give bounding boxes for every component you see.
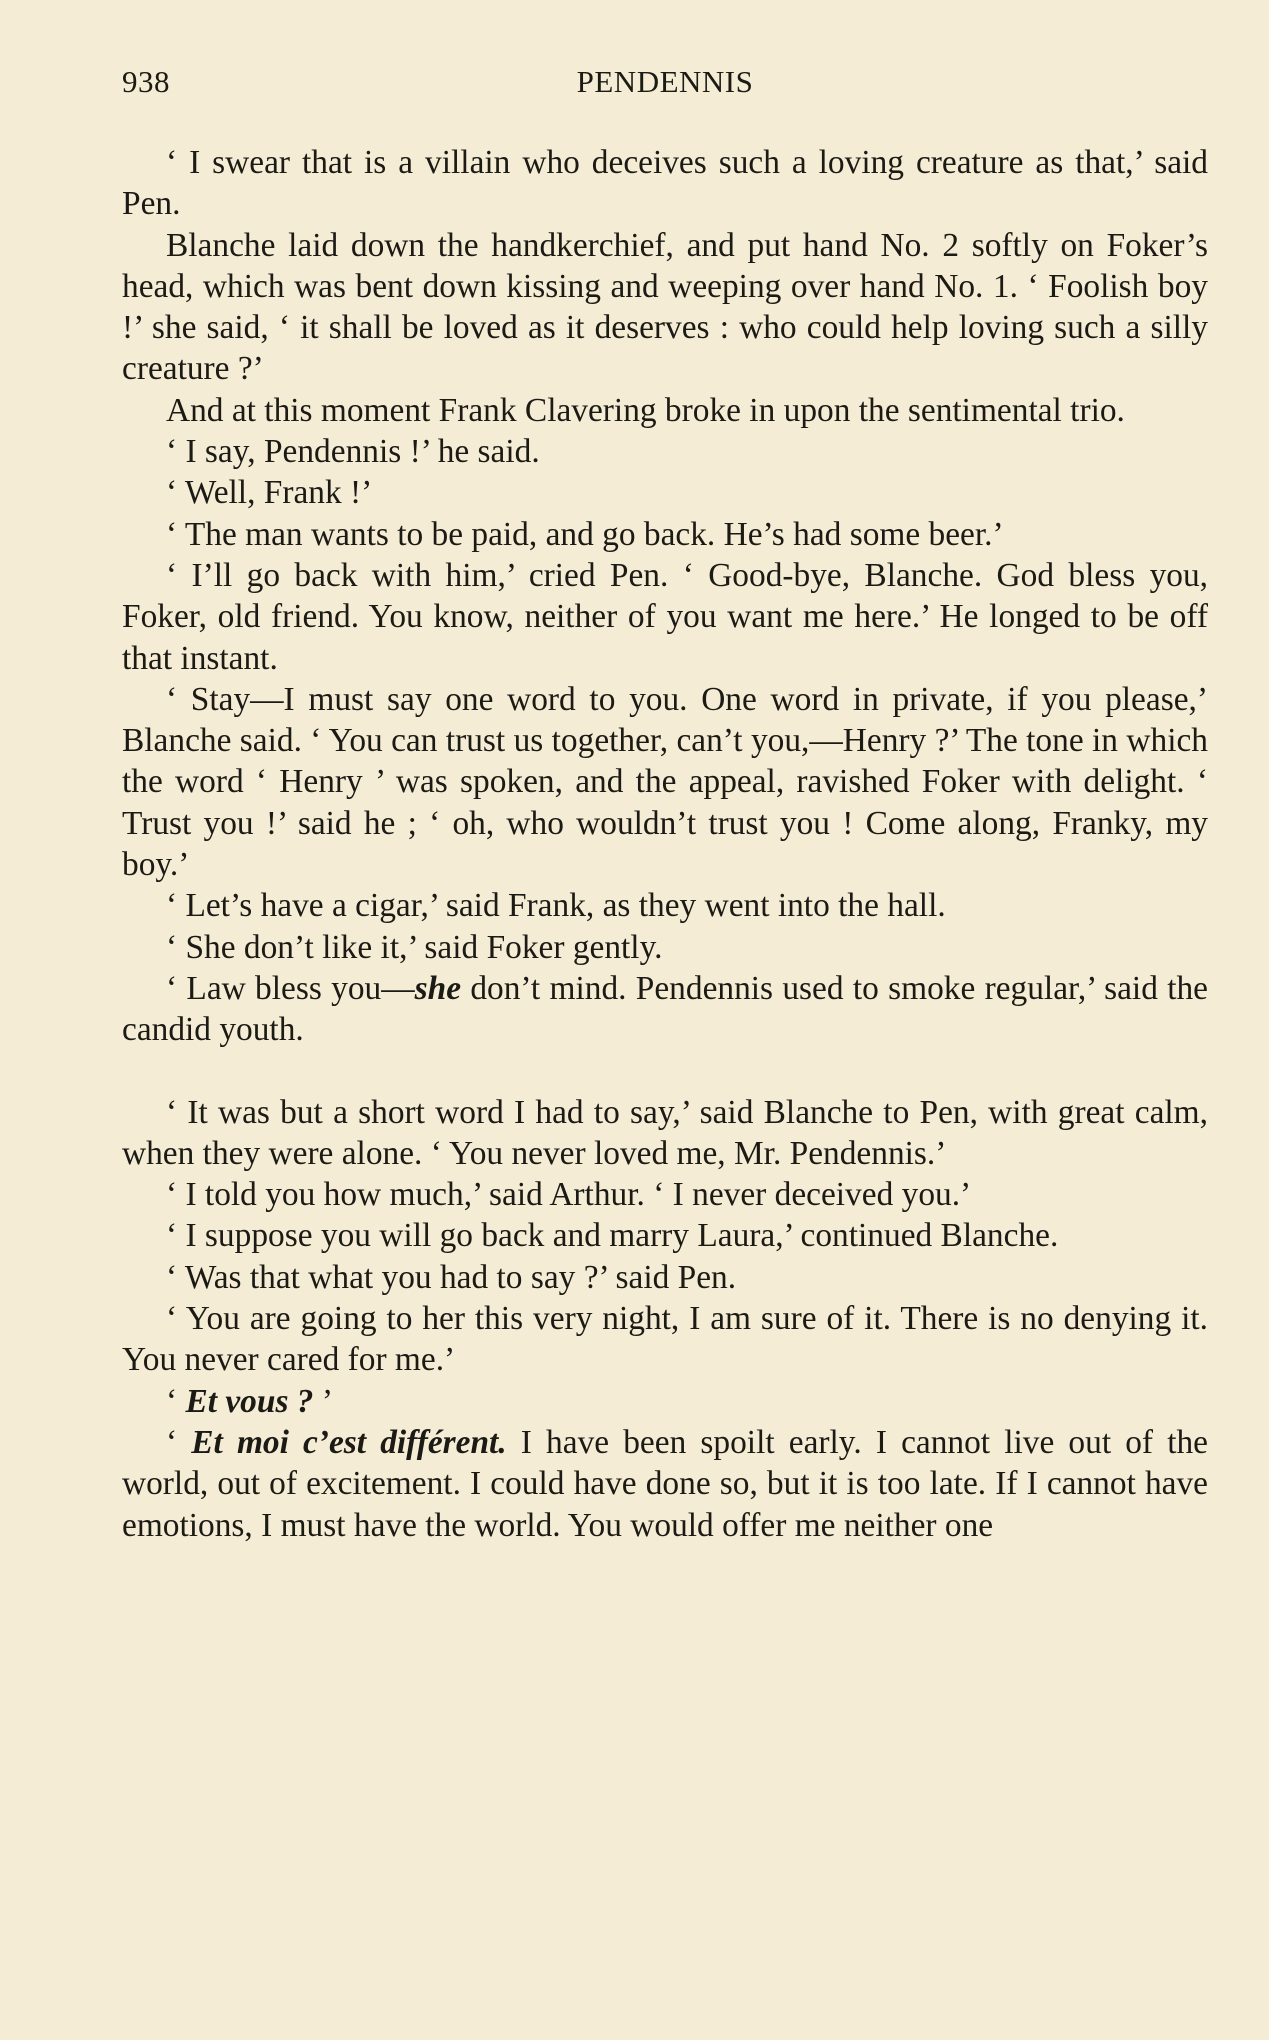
paragraph: ‘ Stay—I must say one word to you. One word in private, if you please,’ Blanche said. ‘ You can trust us together, can’t you,—Henry ?’ The tone in which the word ‘ Henry ’ was spoken, and the appeal, ravished Foker with delight. ‘ Trust you !’ said he ; ‘ oh, who wouldn’t trust you ! Come along, Franky, my boy.’ <box>122 680 1208 884</box>
paragraph <box>122 1381 1208 1422</box>
paragraph: ‘ I suppose you will go back and marry Laura,’ continued Blanche. <box>166 1217 1059 1255</box>
paragraph: ‘ I swear that is a villain who deceives such a loving creature as that,’ said Pen. <box>122 144 1208 223</box>
running-title: PENDENNIS <box>576 64 754 99</box>
book-page <box>122 56 1208 2006</box>
paragraph: Blanche laid down the handkerchief, and put hand No. 2 softly on Foker’s head, which was bent down kissing and weeping over hand No. 1. ‘ Foolish boy !’ she said, ‘ it shall be loved as it deserves : who could help loving such a silly creature ?’ <box>122 226 1208 388</box>
paragraph: ‘ It was but a short word I had to say,’ said Blanche to Pen, with great calm, when they were alone. ‘ You never loved me, Mr. Pendennis.’ <box>122 1093 1208 1172</box>
paragraph: ‘ You are going to her this very night, I am sure of it. There is no denying it. You never cared for me.’ <box>122 1300 1208 1379</box>
paragraph: ‘ Was that what you had to say ?’ said Pen. <box>166 1258 737 1296</box>
paragraph <box>122 968 1208 1051</box>
text-run: ‘ Law bless you— <box>166 969 415 1007</box>
paragraph: And at this moment Frank Clavering broke in upon the sentimental trio. <box>166 391 1125 429</box>
italic-text: she <box>414 969 462 1007</box>
paragraph: ‘ I say, Pendennis !’ he said. <box>166 433 540 471</box>
paragraph: ‘ She don’t like it,’ said Foker gently. <box>166 928 663 966</box>
italic-text: Et vous ? <box>185 1382 314 1420</box>
text-run: don’t mind. Pendennis used to smoke regular,’ said the candid youth. <box>122 969 1208 1049</box>
text-run: ‘ <box>166 1382 186 1420</box>
paragraph: ‘ I’ll go back with him,’ cried Pen. ‘ Good-bye, Blanche. God bless you, Foker, old friend. You know, neither of you want me here.’ He longed to be off that instant. <box>122 556 1208 677</box>
paragraph: ‘ Let’s have a cigar,’ said Frank, as they went into the hall. <box>166 887 946 925</box>
paragraph: ‘ I told you how much,’ said Arthur. ‘ I never deceived you.’ <box>166 1176 972 1214</box>
paragraph: ‘ Well, Frank !’ <box>166 474 373 512</box>
paragraph: ‘ The man wants to be paid, and go back. He’s had some beer.’ <box>166 515 1004 553</box>
italic-text: Et moi c’est différent. <box>191 1423 507 1461</box>
page-number: 938 <box>122 64 170 99</box>
text-run: ’ <box>313 1382 333 1420</box>
text-run: ‘ <box>166 1423 192 1461</box>
body-text <box>122 142 1208 1546</box>
text-run: I have been spoilt early. I cannot live out of the world, out of excitement. I could have done so, but it is too late. If I cannot have emotions, I must have the world. You would offer me neither one <box>122 1423 1208 1544</box>
paragraph <box>122 1422 1208 1546</box>
page-header <box>122 56 1208 108</box>
